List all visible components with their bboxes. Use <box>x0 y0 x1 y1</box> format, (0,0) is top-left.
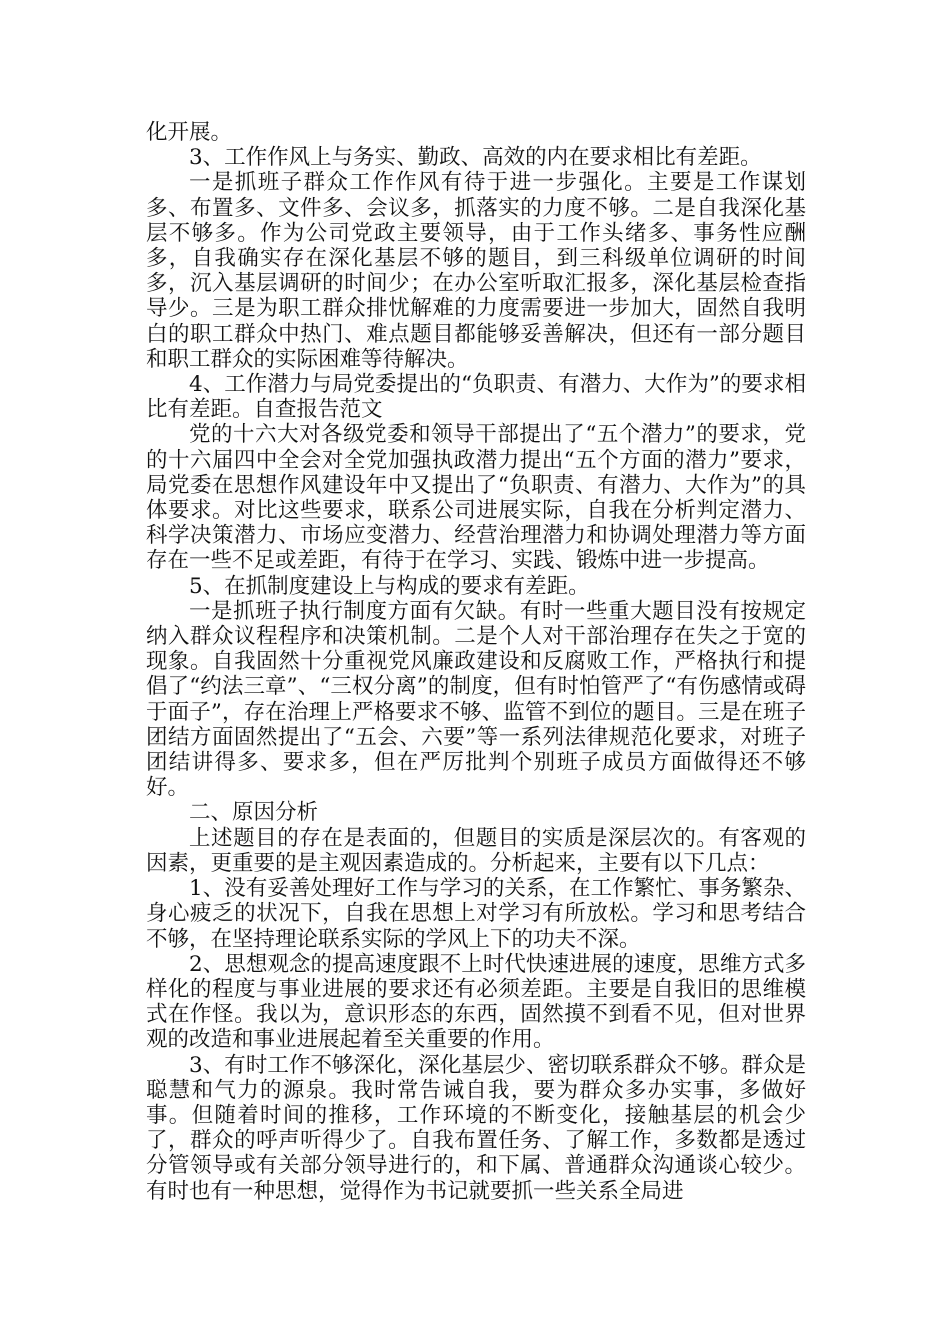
paragraph-9: 上述题目的存在是表面的，但题目的实质是深层次的。有客观的因素，更重要的是主观因素造成的。分析起来，主要有以下几点： <box>146 825 806 876</box>
paragraph-5: 党的十六大对各级党委和领导干部提出了“五个潜力”的要求，党的十六届四中全会对全党加强执政潜力提出“五个方面的潜力”要求，局党委在思想作风建设年中又提出了“负职责、有潜力、大作为”的具体要求。对比这些要求，联系公司进展实际，自我在分析判定潜力、科学决策潜力、市场应变潜力、经营治理潜力和协调处理潜力等方面存在一些不足或差距，有待于在学习、实践、锻炼中进一步提高。 <box>146 422 806 574</box>
paragraph-4: 4、工作潜力与局党委提出的“负职责、有潜力、大作为”的要求相比有差距。自查报告范文 <box>146 372 806 423</box>
paragraph-7: 一是抓班子执行制度方面有欠缺。有时一些重大题目没有按规定纳入群众议程程序和决策机制。二是个人对干部治理存在失之于宽的现象。自我固然十分重视党风廉政建设和反腐败工作，严格执行和提倡了“约法三章”、“三权分离”的制度，但有时怕管严了“有伤感情或碍于面子”，存在治理上严格要求不够、监管不到位的题目。三是在班子团结方面固然提出了“五会、六要”等一系列法律规范化要求，对班子团结讲得多、要求多，但在严厉批判个别班子成员方面做得还不够好。 <box>146 598 806 801</box>
paragraph-6: 5、在抓制度建设上与构成的要求有差距。 <box>189 573 590 599</box>
paragraph-11: 2、思想观念的提高速度跟不上时代快速进展的速度，思维方式多样化的程度与事业进展的要求还有必须差距。主要是自我旧的思维模式在作怪。我以为，意识形态的东西，固然摸不到看不见，但对世界观的改造和事业进展起着至关重要的作用。 <box>146 951 806 1053</box>
paragraph-2: 3、工作作风上与务实、勤政、高效的内在要求相比有差距。 <box>189 145 762 171</box>
paragraph-3: 一是抓班子群众工作作风有待于进一步强化。主要是工作谋划多、布置多、文件多、会议多，抓落实的力度不够。二是自我深化基层不够多。作为公司党政主要领导，由于工作头绪多、事务性应酬多，自我确实存在深化基层不够的题目，到三科级单位调研的时间多，沉入基层调研的时间少；在办公室听取汇报多，深化基层检查指导少。三是为职工群众排忧解难的力度需要进一步加大，固然自我明白的职工群众中热门、难点题目都能够妥善解决，但还有一部分题目和职工群众的实际困难等待解决。 <box>146 170 806 372</box>
paragraph-12: 3、有时工作不够深化，深化基层少、密切联系群众不够。群众是聪慧和气力的源泉。我时常告诫自我，要为群众多办实事，多做好事。但随着时间的推移，工作环境的不断变化，接触基层的机会少了，群众的呼声听得少了。自我布置任务、了解工作，多数都是透过分管领导或有关部分领导进行的，和下属、普通群众沟通谈心较少。有时也有一种思想，觉得作为书记就要抓一些关系全局进 <box>146 1052 806 1204</box>
section-heading: 二、原因分析 <box>189 800 319 826</box>
document-body <box>146 120 806 1204</box>
paragraph-1: 化开展。 <box>146 120 233 145</box>
paragraph-10: 1、没有妥善处理好工作与学习的关系，在工作繁忙、事务繁杂、身心疲乏的状况下，自我在思想上对学习有所放松。学习和思考结合不够，在坚持理论联系实际的学风上下的功夫不深。 <box>146 876 806 952</box>
